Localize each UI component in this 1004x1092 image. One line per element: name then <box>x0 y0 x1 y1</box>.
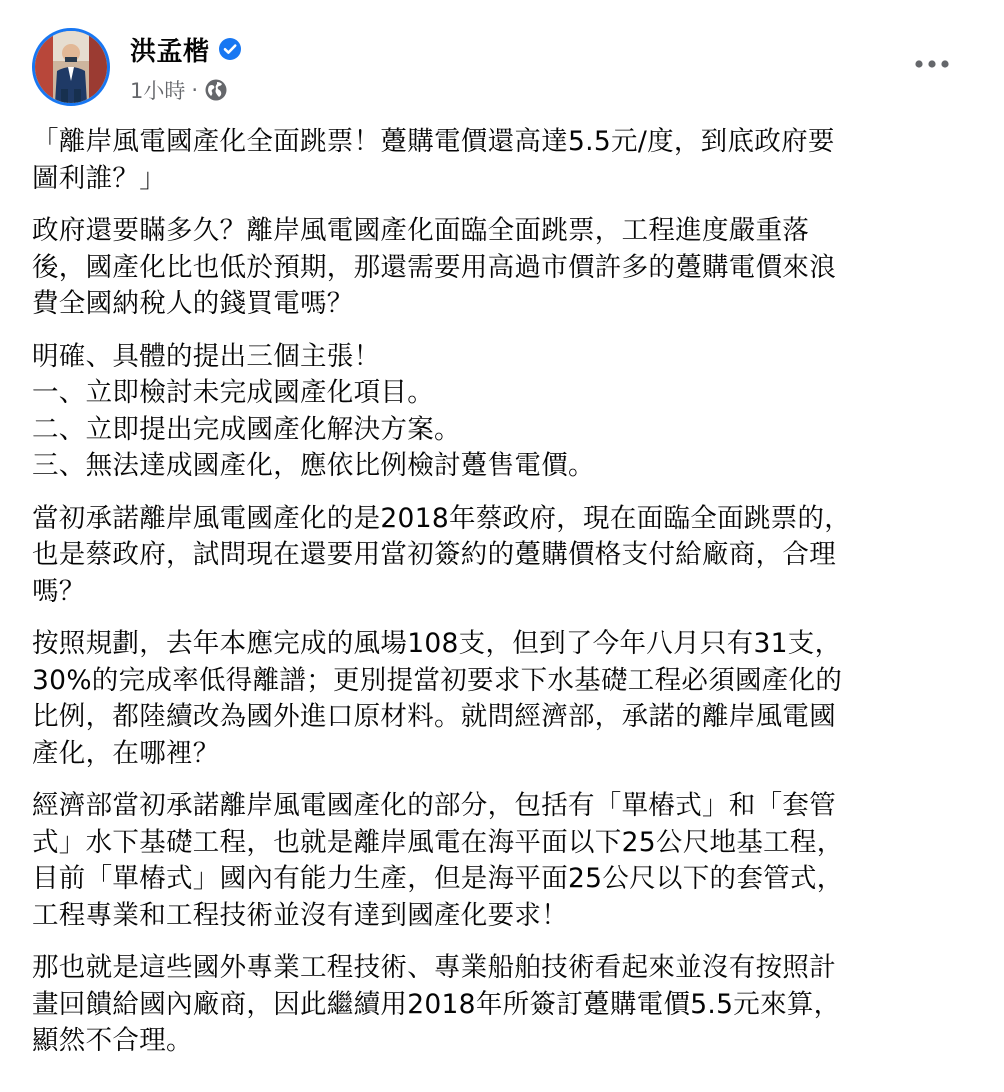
verified-badge-icon <box>218 37 242 61</box>
more-options-icon <box>914 59 950 69</box>
post-paragraph-3: 明確、具體的提出三個主張！ 一、立即檢討未完成國產化項目。 二、立即提出完成國產化解決方案。 三、無法達成國產化，應依比例檢討躉售電價。 <box>32 340 595 481</box>
post-paragraph-2: 政府還要瞞多久？離岸風電國產化面臨全面跳票，工程進度嚴重落 後，國產化比也低於預期，那還需要用高過市價許多的躉購電價來浪 費全國納稅人的錢買電嗎？ <box>32 215 836 319</box>
post-header <box>32 28 972 110</box>
post-paragraph-5: 按照規劃，去年本應完成的風場108支，但到了今年八月只有31支， 30%的完成率低得離譜；更別提當初要求下水基礎工程必須國產化的 比例，都陸續改為國外進口原材料。就問經濟部，承諾的離岸風電國 產化，在哪裡？ <box>32 628 843 769</box>
author-row <box>130 32 242 66</box>
post-body <box>32 124 962 1076</box>
globe-icon[interactable] <box>204 78 228 102</box>
post-timestamp[interactable]: 1小時 <box>130 79 186 103</box>
post-paragraph-6: 經濟部當初承諾離岸風電國產化的部分，包括有「單樁式」和「套管 式」水下基礎工程，也就是離岸風電在海平面以下25公尺地基工程， 目前「單樁式」國內有能力生產，但是海平面25公尺以下的套管式， 工程專業和工程技術並沒有達到國產化要求！ <box>32 790 844 931</box>
post-paragraph-4: 當初承諾離岸風電國產化的是2018年蔡政府，現在面臨全面跳票的， 也是蔡政府，試問現在還要用當初簽約的躉購價格支付給廠商，合理 嗎？ <box>32 502 852 607</box>
post-paragraph-7: 那也就是這些國外專業工程技術、專業船舶技術看起來並沒有按照計 畫回饋給國內廠商，因此繼續用2018年所簽訂躉購電價5.5元來算， 顯然不合理。 <box>32 952 841 1056</box>
author-name[interactable]: 洪孟楷 <box>130 36 210 67</box>
meta-separator: · <box>191 78 199 102</box>
author-avatar[interactable] <box>32 28 110 106</box>
post-meta <box>130 76 228 104</box>
more-options-button[interactable] <box>912 48 952 80</box>
post-paragraph-1: 「離岸風電國產化全面跳票！躉購電價還高達5.5元/度，到底政府要 圖利誰？」 <box>32 126 835 194</box>
avatar-photo-icon <box>35 31 107 103</box>
